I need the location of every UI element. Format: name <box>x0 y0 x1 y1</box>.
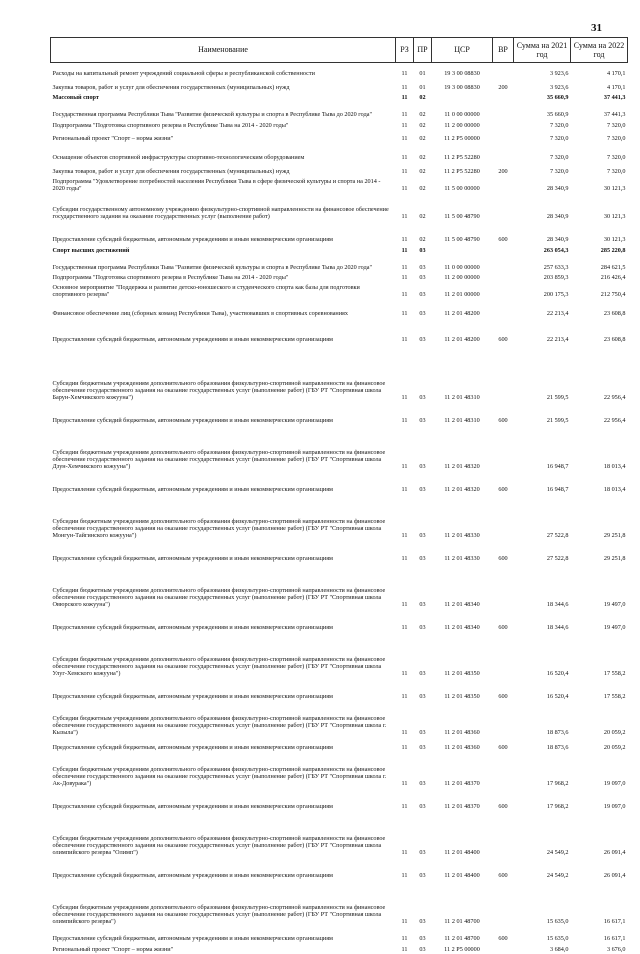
table-row <box>51 737 628 752</box>
table-cell-sum-2022: 26 091,4 <box>603 849 626 857</box>
table-cell-rz: 11 <box>401 274 408 282</box>
table-cell-rz: 11 <box>401 803 408 811</box>
table-row <box>51 701 628 737</box>
table-cell-name: Предоставление субсидий бюджетным, автономным учреждениям и иным некоммерческим организациям <box>52 803 333 811</box>
table-cell-sum-2022: 30 121,3 <box>603 213 626 221</box>
table-cell-sum-2021: 16 948,7 <box>546 463 569 471</box>
table-cell-sum-2021: 17 968,2 <box>546 803 569 811</box>
table-row <box>51 119 628 130</box>
table-cell-vr: 600 <box>498 336 508 344</box>
table-cell-sum-2021: 21 599,5 <box>546 394 569 402</box>
table-cell-sum-2022: 19 497,0 <box>603 624 626 632</box>
table-cell-sum-2022: 4 170,1 <box>606 84 626 92</box>
table-cell-sum-2021: 3 684,0 <box>549 946 569 954</box>
table-cell-vr: 600 <box>498 236 508 244</box>
table-cell-vr <box>493 272 514 282</box>
table-row <box>51 92 628 102</box>
table-cell-rz: 11 <box>401 264 408 272</box>
table-row <box>51 130 628 143</box>
table-cell-csr: 11 2 P5 00000 <box>444 135 480 143</box>
table-cell-rz: 11 <box>401 729 408 737</box>
table-cell-rz: 11 <box>401 154 408 162</box>
header-vr: ВР <box>493 38 514 63</box>
table-cell-vr <box>493 176 514 193</box>
table-cell-pr: 03 <box>419 264 426 272</box>
table-cell-pr: 02 <box>419 122 426 130</box>
table-cell-pr: 01 <box>419 84 426 92</box>
table-cell-vr <box>493 563 514 609</box>
table-cell-pr: 03 <box>419 555 426 563</box>
table-cell-csr: 11 2 01 48700 <box>444 918 480 926</box>
table-cell-vr <box>493 282 514 299</box>
table-cell-sum-2021: 263 054,3 <box>543 247 569 255</box>
table-cell-pr: 02 <box>419 168 426 176</box>
table-row <box>51 176 628 193</box>
table-cell-name: Предоставление субсидий бюджетным, автономным учреждениям и иным некоммерческим организациям <box>52 872 333 880</box>
table-cell-sum-2022: 30 121,3 <box>603 185 626 193</box>
table-cell-name: Субсидии бюджетным учреждениям дополнительного образования физкультурно-спортивной направленности на финансовое обеспечение государственного задания на оказание государственных услуг (выполнение работ) (ГБУ РТ "Спортивная школа г. Ак-Довурака") <box>52 766 387 788</box>
table-row <box>51 162 628 176</box>
table-cell-sum-2022: 18 013,4 <box>603 486 626 494</box>
table-cell-pr: 03 <box>419 417 426 425</box>
table-cell-vr <box>493 344 514 402</box>
table-cell-pr: 03 <box>419 274 426 282</box>
table-cell-csr: 11 0 00 00000 <box>444 264 480 272</box>
table-cell-csr: 11 2 01 48700 <box>444 935 480 943</box>
table-cell-csr: 11 2 01 48400 <box>444 872 480 880</box>
table-cell-csr: 11 2 01 48330 <box>444 532 480 540</box>
table-cell-sum-2021: 27 522,8 <box>546 555 569 563</box>
table-cell-csr: 11 2 01 48320 <box>444 486 480 494</box>
table-cell-pr: 03 <box>419 693 426 701</box>
table-row <box>51 344 628 402</box>
table-row <box>51 282 628 299</box>
table-cell-name: Закупка товаров, работ и услуг для обеспечения государственных (муниципальных) нужд <box>52 168 290 176</box>
table-cell-sum-2022: 16 617,1 <box>603 918 626 926</box>
table-cell-sum-2021: 7 320,0 <box>549 168 569 176</box>
table-cell-vr <box>493 143 514 162</box>
table-cell-sum-2021: 16 948,7 <box>546 486 569 494</box>
table-cell-csr: 11 0 00 00000 <box>444 111 480 119</box>
table-cell-name: Предоставление субсидий бюджетным, автономным учреждениям и иным некоммерческим организациям <box>52 555 333 563</box>
table-cell-rz: 11 <box>401 185 408 193</box>
table-row <box>51 609 628 632</box>
table-cell-name: Предоставление субсидий бюджетным, автономным учреждениям и иным некоммерческим организациям <box>52 236 333 244</box>
table-cell-name: Предоставление субсидий бюджетным, автономным учреждениям и иным некоммерческим организациям <box>52 744 333 752</box>
table-cell-rz: 11 <box>401 780 408 788</box>
table-cell-vr: 600 <box>498 693 508 701</box>
table-cell-rz: 11 <box>401 168 408 176</box>
table-cell-pr: 02 <box>419 135 426 143</box>
header-rz: РЗ <box>396 38 414 63</box>
table-cell-pr: 03 <box>419 780 426 788</box>
table-cell-sum-2021: 18 873,6 <box>546 744 569 752</box>
table-cell-rz: 11 <box>401 555 408 563</box>
table-cell-csr: 11 2 01 48370 <box>444 780 480 788</box>
table-row <box>51 471 628 494</box>
table-cell-csr: 11 2 P5 00000 <box>444 946 480 954</box>
table-cell-vr <box>493 880 514 926</box>
table-row <box>51 752 628 788</box>
table-cell-rz: 11 <box>401 486 408 494</box>
table-cell-name: Субсидии бюджетным учреждениям дополнительного образования физкультурно-спортивной направленности на финансовое обеспечение государственного задания на оказание государственных услуг (выполнение работ) (ГБУ РТ "Спортивная школа Дзун-Хемчикского кожууна") <box>52 449 386 471</box>
table-cell-sum-2021: 203 859,3 <box>543 274 569 282</box>
table-cell-name: Субсидии бюджетным учреждениям дополнительного образования физкультурно-спортивной направленности на финансовое обеспечение государственного задания на оказание государственных услуг (выполнение работ) (ГБУ РТ "Спортивная школа г. Кызыла") <box>52 715 387 737</box>
header-sum-2022: Сумма на 2022 год <box>571 38 628 63</box>
table-cell-rz: 11 <box>401 70 408 78</box>
table-cell-pr: 02 <box>419 236 426 244</box>
table-cell-pr: 03 <box>419 463 426 471</box>
table-cell-sum-2022: 284 621,5 <box>600 264 626 272</box>
table-row <box>51 788 628 811</box>
table-cell-rz: 11 <box>401 84 408 92</box>
table-cell-pr: 03 <box>419 670 426 678</box>
table-cell-sum-2022: 29 251,8 <box>603 555 626 563</box>
table-row <box>51 63 628 78</box>
table-cell-csr: 11 2 01 48200 <box>444 310 480 318</box>
table-cell-name: Подпрограмма "Удовлетворение потребностей населения Республики Тыва в сфере физической культуры и спорта на 2014 - 2020 годы" <box>52 178 381 193</box>
table-cell-pr: 02 <box>419 111 426 119</box>
table-cell-csr: 11 2 01 48350 <box>444 693 480 701</box>
table-cell-csr: 11 2 01 48360 <box>444 729 480 737</box>
table-cell-sum-2022: 20 059,2 <box>603 744 626 752</box>
table-cell-name: Субсидии бюджетным учреждениям дополнительного образования физкультурно-спортивной направленности на финансовое обеспечение государственного задания на оказание государственных услуг (выполнение работ) (ГБУ РТ "Спортивная школа олимпийского резерва") <box>52 904 386 926</box>
table-cell-rz: 11 <box>401 310 408 318</box>
table-row <box>51 678 628 701</box>
table-cell-vr: 200 <box>498 84 508 92</box>
table-cell-vr <box>493 811 514 857</box>
table-cell-sum-2022: 7 320,0 <box>606 135 626 143</box>
table-cell-pr: 03 <box>419 247 426 255</box>
table-cell-csr: 19 3 00 08830 <box>444 70 480 78</box>
table-cell-sum-2022: 4 170,1 <box>606 70 626 78</box>
table-cell-sum-2022: 19 097,0 <box>603 780 626 788</box>
table-cell-pr: 02 <box>419 213 426 221</box>
table-cell-rz: 11 <box>401 247 408 255</box>
table-cell-name: Субсидии бюджетным учреждениям дополнительного образования физкультурно-спортивной направленности на финансовое обеспечение государственного задания на оказание государственных услуг (выполнение работ) (ГБУ РТ "Спортивная школа Улуг-Хемского кожууна") <box>52 656 386 678</box>
table-cell-sum-2021: 16 520,4 <box>546 670 569 678</box>
table-cell-name: Субсидии государственному автономному учреждению физкультурно-спортивной направленности на финансовое обеспечение государственного задания на оказание государственных услуг (выполнение работ) <box>52 206 389 221</box>
table-cell-csr: 11 2 01 48310 <box>444 417 480 425</box>
table-cell-sum-2021: 15 635,0 <box>546 918 569 926</box>
table-cell-name: Региональный проект "Спорт – норма жизни" <box>52 135 174 143</box>
table-cell-name: Финансовое обеспечение лиц (сборных команд Республики Тыва), участвовавших в спортивных соревнованиях <box>52 310 348 318</box>
table-cell-sum-2021: 24 549,2 <box>546 849 569 857</box>
table-cell-rz: 11 <box>401 693 408 701</box>
table-cell-name: Предоставление субсидий бюджетным, автономным учреждениям и иным некоммерческим организациям <box>52 486 333 494</box>
table-cell-rz: 11 <box>401 122 408 130</box>
table-cell-csr: 11 2 00 00000 <box>444 122 480 130</box>
table-cell-vr <box>493 752 514 788</box>
table-cell-name: Спорт высших достижений <box>52 247 130 255</box>
table-cell-sum-2021: 3 923,6 <box>549 84 569 92</box>
table-row <box>51 402 628 425</box>
table-row <box>51 102 628 119</box>
table-cell-vr <box>493 130 514 143</box>
table-cell-csr: 11 5 00 48790 <box>444 213 480 221</box>
table-cell-sum-2021: 18 344,6 <box>546 624 569 632</box>
table-cell-name: Субсидии бюджетным учреждениям дополнительного образования физкультурно-спортивной направленности на финансовое обеспечение государственного задания на оказание государственных услуг (выполнение работ) (ГБУ РТ "Спортивная школа Барун-Хемчикского кожууна") <box>52 380 386 402</box>
table-cell-vr: 600 <box>498 744 508 752</box>
table-cell-vr <box>493 494 514 540</box>
table-cell-sum-2021: 28 340,9 <box>546 213 569 221</box>
table-row <box>51 221 628 244</box>
table-cell-vr: 600 <box>498 803 508 811</box>
table-cell-pr: 01 <box>419 70 426 78</box>
table-cell-sum-2022: 212 750,4 <box>600 291 626 299</box>
table-cell-vr: 600 <box>498 417 508 425</box>
table-cell-csr: 11 2 01 48340 <box>444 624 480 632</box>
table-cell-name: Региональный проект "Спорт – норма жизни" <box>52 946 174 954</box>
table-cell-vr: 600 <box>498 872 508 880</box>
table-cell-sum-2022: 30 121,3 <box>603 236 626 244</box>
table-cell-csr: 11 2 00 00000 <box>444 274 480 282</box>
table-cell-sum-2021: 18 344,6 <box>546 601 569 609</box>
header-pr: ПР <box>414 38 432 63</box>
table-cell-sum-2021: 22 213,4 <box>546 310 569 318</box>
table-cell-sum-2022: 19 097,0 <box>603 803 626 811</box>
table-cell-pr: 03 <box>419 872 426 880</box>
table-cell-sum-2021: 35 660,9 <box>546 94 569 102</box>
table-row <box>51 563 628 609</box>
table-cell-csr: 11 2 01 00000 <box>444 291 480 299</box>
table-cell-name: Предоставление субсидий бюджетным, автономным учреждениям и иным некоммерческим организациям <box>52 417 333 425</box>
table-cell-vr <box>493 119 514 130</box>
table-cell-rz: 11 <box>401 624 408 632</box>
table-row <box>51 880 628 926</box>
table-row <box>51 926 628 943</box>
table-cell-sum-2022: 37 441,3 <box>603 94 626 102</box>
table-cell-csr: 11 2 01 48370 <box>444 803 480 811</box>
page-number: 31 <box>591 22 602 34</box>
table-cell-name: Предоставление субсидий бюджетным, автономным учреждениям и иным некоммерческим организациям <box>52 624 333 632</box>
table-cell-name: Расходы на капитальный ремонт учреждений социальной сферы и республиканской собственности <box>52 70 315 78</box>
table-cell-pr: 03 <box>419 601 426 609</box>
table-row <box>51 255 628 272</box>
table-cell-name: Предоставление субсидий бюджетным, автономным учреждениям и иным некоммерческим организациям <box>52 336 333 344</box>
table-cell-pr: 03 <box>419 394 426 402</box>
table-cell-name: Государственная программа Республики Тыва "Развитие физической культуры и спорта в Республике Тыва до 2020 года" <box>52 111 373 119</box>
table-cell-rz: 11 <box>401 213 408 221</box>
table-row <box>51 943 628 954</box>
table-cell-rz: 11 <box>401 670 408 678</box>
table-cell-pr: 03 <box>419 291 426 299</box>
table-cell-sum-2022: 7 320,0 <box>606 154 626 162</box>
table-row <box>51 78 628 92</box>
table-cell-sum-2021: 15 635,0 <box>546 935 569 943</box>
table-cell-csr: 11 2 01 48340 <box>444 601 480 609</box>
table-cell-csr: 19 3 00 08830 <box>444 84 480 92</box>
table-cell-vr: 200 <box>498 168 508 176</box>
table-cell-sum-2021: 7 320,0 <box>549 135 569 143</box>
table-row <box>51 540 628 563</box>
table-cell-csr: 11 5 00 00000 <box>444 185 480 193</box>
table-cell-csr: 11 5 00 48790 <box>444 236 480 244</box>
table-row <box>51 193 628 221</box>
table-cell-name: Подпрограмма "Подготовка спортивного резерва в Республике Тыва на 2014 - 2020 годы" <box>52 122 289 130</box>
table-cell-sum-2022: 37 441,3 <box>603 111 626 119</box>
table-cell-vr <box>493 244 514 255</box>
table-cell-pr: 03 <box>419 486 426 494</box>
table-cell-csr <box>432 244 493 255</box>
table-cell-sum-2022: 22 956,4 <box>603 394 626 402</box>
table-cell-sum-2022: 26 091,4 <box>603 872 626 880</box>
table-cell-rz: 11 <box>401 946 408 954</box>
budget-table <box>50 37 628 954</box>
table-cell-rz: 11 <box>401 463 408 471</box>
table-cell-csr: 11 2 01 48310 <box>444 394 480 402</box>
table-cell-sum-2021: 21 599,5 <box>546 417 569 425</box>
table-cell-rz: 11 <box>401 849 408 857</box>
table-cell-sum-2021: 3 923,6 <box>549 70 569 78</box>
table-cell-vr <box>493 255 514 272</box>
table-cell-vr: 600 <box>498 486 508 494</box>
table-cell-vr <box>493 425 514 471</box>
table-cell-name: Закупка товаров, работ и услуг для обеспечения государственных (муниципальных) нужд <box>52 84 290 92</box>
table-cell-csr: 11 2 01 48400 <box>444 849 480 857</box>
table-cell-name: Государственная программа Республики Тыва "Развитие физической культуры и спорта в Республике Тыва до 2020 года" <box>52 264 373 272</box>
table-row <box>51 299 628 318</box>
table-cell-pr: 02 <box>419 185 426 193</box>
table-cell-name: Оснащение объектов спортивной инфраструктуры спортивно-технологическим оборудованием <box>52 154 305 162</box>
header-sum-2021: Сумма на 2021 год <box>514 38 571 63</box>
table-cell-sum-2022: 216 426,4 <box>600 274 626 282</box>
table-cell-sum-2022: 23 608,8 <box>603 310 626 318</box>
table-cell-sum-2021: 28 340,9 <box>546 185 569 193</box>
table-cell-vr <box>493 299 514 318</box>
table-cell-sum-2022: 285 220,8 <box>600 247 626 255</box>
table-cell-sum-2021: 27 522,8 <box>546 532 569 540</box>
table-cell-pr: 02 <box>419 154 426 162</box>
table-cell-pr: 03 <box>419 532 426 540</box>
table-cell-csr: 11 2 01 48320 <box>444 463 480 471</box>
table-cell-rz: 11 <box>401 918 408 926</box>
table-cell-pr: 03 <box>419 624 426 632</box>
table-cell-rz: 11 <box>401 336 408 344</box>
table-row <box>51 425 628 471</box>
table-cell-sum-2022: 3 676,0 <box>606 946 626 954</box>
table-cell-sum-2022: 19 497,0 <box>603 601 626 609</box>
table-cell-vr: 600 <box>498 555 508 563</box>
table-row <box>51 143 628 162</box>
table-cell-sum-2021: 35 660,9 <box>546 111 569 119</box>
table-row <box>51 811 628 857</box>
table-cell-sum-2022: 16 617,1 <box>603 935 626 943</box>
table-cell-csr: 11 2 01 48330 <box>444 555 480 563</box>
table-cell-sum-2021: 7 320,0 <box>549 154 569 162</box>
table-cell-name: Предоставление субсидий бюджетным, автономным учреждениям и иным некоммерческим организациям <box>52 693 333 701</box>
table-cell-csr <box>432 92 493 102</box>
table-cell-sum-2021: 200 175,3 <box>543 291 569 299</box>
table-cell-csr: 11 2 01 48200 <box>444 336 480 344</box>
table-cell-name: Субсидии бюджетным учреждениям дополнительного образования физкультурно-спортивной направленности на финансовое обеспечение государственного задания на оказание государственных услуг (выполнение работ) (ГБУ РТ "Спортивная школа олимпийского резерва "Олимп") <box>52 835 386 857</box>
table-cell-pr: 03 <box>419 729 426 737</box>
table-cell-rz: 11 <box>401 94 408 102</box>
table-cell-pr: 03 <box>419 803 426 811</box>
table-cell-vr: 600 <box>498 935 508 943</box>
table-body <box>51 63 628 954</box>
table-cell-pr: 03 <box>419 946 426 954</box>
table-cell-sum-2021: 28 340,9 <box>546 236 569 244</box>
table-cell-vr <box>493 632 514 678</box>
table-row <box>51 244 628 255</box>
table-cell-pr: 03 <box>419 744 426 752</box>
table-cell-vr <box>493 63 514 78</box>
table-cell-rz: 11 <box>401 532 408 540</box>
table-cell-rz: 11 <box>401 935 408 943</box>
table-row <box>51 318 628 344</box>
table-cell-rz: 11 <box>401 872 408 880</box>
table-cell-sum-2022: 29 251,8 <box>603 532 626 540</box>
table-cell-vr <box>493 102 514 119</box>
header-csr: ЦСР <box>432 38 493 63</box>
table-cell-name: Массовый спорт <box>52 94 99 102</box>
table-cell-sum-2021: 16 520,4 <box>546 693 569 701</box>
table-cell-rz: 11 <box>401 744 408 752</box>
table-cell-sum-2022: 17 558,2 <box>603 670 626 678</box>
table-row <box>51 632 628 678</box>
table-cell-sum-2021: 7 320,0 <box>549 122 569 130</box>
header-name: Наименование <box>51 38 396 63</box>
table-row <box>51 857 628 880</box>
table-cell-sum-2021: 18 873,6 <box>546 729 569 737</box>
table-cell-sum-2022: 17 558,2 <box>603 693 626 701</box>
table-cell-sum-2021: 257 633,3 <box>543 264 569 272</box>
table-cell-vr <box>493 193 514 221</box>
table-cell-rz: 11 <box>401 291 408 299</box>
table-cell-pr: 03 <box>419 918 426 926</box>
table-cell-sum-2022: 20 059,2 <box>603 729 626 737</box>
table-cell-pr: 02 <box>419 94 426 102</box>
table-header <box>51 38 628 63</box>
table-cell-sum-2022: 7 320,0 <box>606 168 626 176</box>
table-cell-vr <box>493 92 514 102</box>
table-cell-name: Подпрограмма "Подготовка спортивного резерва в Республике Тыва на 2014 - 2020 годы" <box>52 274 289 282</box>
table-cell-sum-2022: 22 956,4 <box>603 417 626 425</box>
table-cell-vr: 600 <box>498 624 508 632</box>
table-row <box>51 272 628 282</box>
table-cell-sum-2021: 22 213,4 <box>546 336 569 344</box>
table-cell-sum-2022: 7 320,0 <box>606 122 626 130</box>
table-cell-name: Субсидии бюджетным учреждениям дополнительного образования физкультурно-спортивной направленности на финансовое обеспечение государственного задания на оказание государственных услуг (выполнение работ) (ГБУ РТ "Спортивная школа Монгун-Тайгинского кожууна") <box>52 518 386 540</box>
table-cell-sum-2022: 18 013,4 <box>603 463 626 471</box>
table-cell-vr <box>493 701 514 737</box>
table-cell-pr: 03 <box>419 849 426 857</box>
table-cell-rz: 11 <box>401 394 408 402</box>
table-cell-name: Предоставление субсидий бюджетным, автономным учреждениям и иным некоммерческим организациям <box>52 935 333 943</box>
table-cell-pr: 03 <box>419 310 426 318</box>
table-cell-name: Субсидии бюджетным учреждениям дополнительного образования физкультурно-спортивной направленности на финансовое обеспечение государственного задания на оказание государственных услуг (выполнение работ) (ГБУ РТ "Спортивная школа Овюрского кожууна") <box>52 587 386 609</box>
table-cell-rz: 11 <box>401 417 408 425</box>
table-cell-rz: 11 <box>401 601 408 609</box>
table-cell-csr: 11 2 01 48350 <box>444 670 480 678</box>
table-cell-rz: 11 <box>401 236 408 244</box>
table-cell-name: Основное мероприятие "Поддержка и развитие детско-юношеского и студенческого спорта как базы для подготовки спортивного резерва" <box>52 284 360 299</box>
table-cell-sum-2021: 17 968,2 <box>546 780 569 788</box>
table-cell-rz: 11 <box>401 111 408 119</box>
table-cell-csr: 11 2 P5 52280 <box>444 168 480 176</box>
table-row <box>51 494 628 540</box>
table-cell-vr <box>493 943 514 954</box>
table-cell-sum-2021: 24 549,2 <box>546 872 569 880</box>
table-cell-rz: 11 <box>401 135 408 143</box>
table-cell-sum-2022: 23 608,8 <box>603 336 626 344</box>
table-cell-pr: 03 <box>419 336 426 344</box>
table-cell-pr: 03 <box>419 935 426 943</box>
table-cell-csr: 11 2 01 48360 <box>444 744 480 752</box>
table-cell-csr: 11 2 P5 52280 <box>444 154 480 162</box>
